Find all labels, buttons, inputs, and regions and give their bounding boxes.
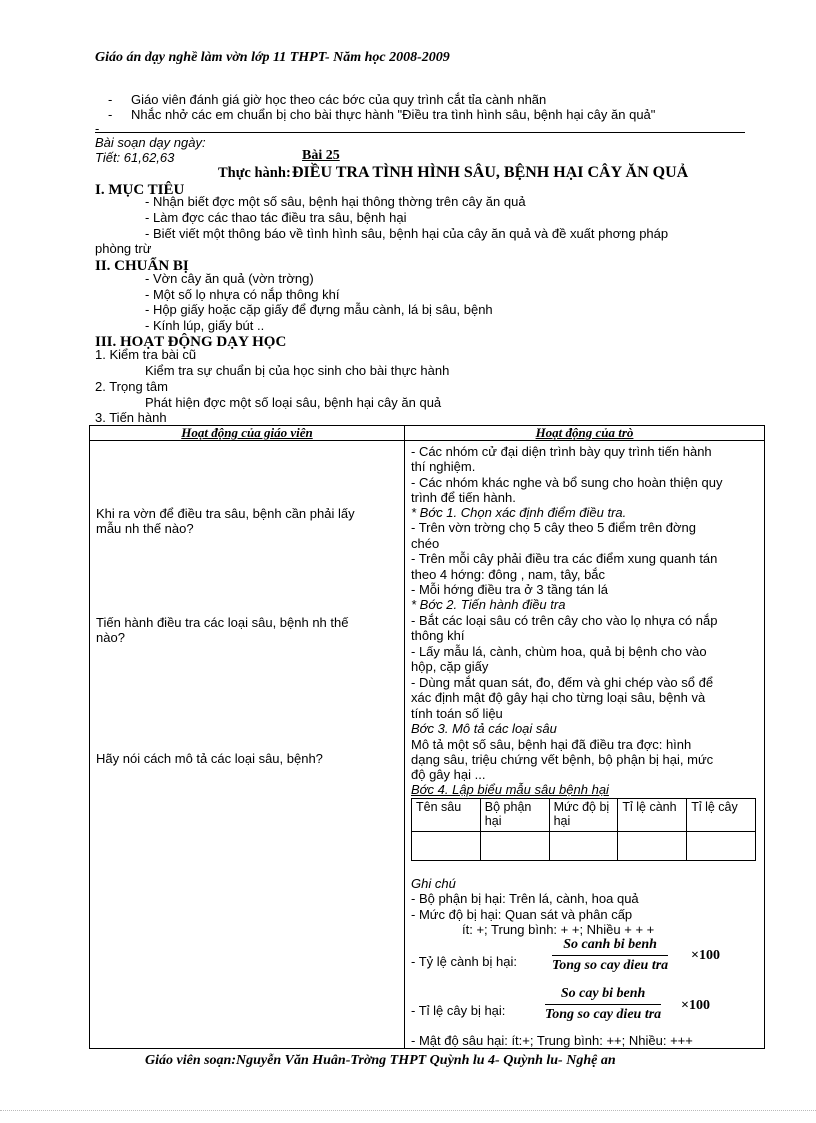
lesson-title: ĐIỀU TRA TÌNH HÌNH SÂU, BỆNH HẠI CÂY ĂN QUẢ [292,164,689,181]
column-header-student: Hoạt động của trò [405,426,765,441]
step-heading: Bớc 4. Lập biểu mẫu sâu bệnh hại [411,782,609,797]
preparation-item: - Một số lọ nhựa có nắp thông khí [145,287,340,302]
student-line: Mô tả một số sâu, bệnh hại đã điều tra đợc: hình [411,737,692,752]
top-bullet: Giáo viên đánh giá giờ học theo các bớc của quy trình cắt tỉa cành nhãn [131,92,547,107]
student-line: dạng sâu, triệu chứng vết bệnh, bộ phận bị hại, mức [411,752,714,767]
teacher-question: nào? [96,630,125,645]
activity-step: Phát hiện đợc một số loại sâu, bệnh hại cây ăn quả [145,395,442,410]
student-line: - Trên vờn trờng chọ 5 cây theo 5 điểm trên đờng [411,520,696,535]
record-header: Mức độ bị hại [549,799,618,832]
activity-step: Kiểm tra sự chuẩn bị của học sinh cho bài thực hành [145,363,450,378]
activity-step: 1. Kiểm tra bài cũ [95,347,197,362]
bullet-dash: - [108,92,113,107]
bullet-dash: - [108,107,113,122]
page-footer: Giáo viên soạn:Nguyễn Văn Huân-Trờng THPT Quỳnh lu 4- Quỳnh lu- Nghệ an [145,1053,616,1068]
student-line: thí nghiệm. [411,459,476,474]
record-cell [412,832,481,861]
divider [95,132,745,133]
student-line: - Trên mỗi cây phải điều tra các điểm xung quanh tán [411,551,718,566]
note-line: ít: +; Trung bình: + +; Nhiều + + + [462,922,655,937]
record-header: Tỉ lệ cành [618,799,687,832]
student-line: - Lấy mẫu lá, cành, chùm hoa, quả bị bệnh cho vào [411,644,707,659]
step-heading: Bớc 3. Mô tả các loại sâu [411,721,557,736]
teacher-question: Hãy nói cách mô tả các loại sâu, bệnh? [96,751,323,766]
multiplier: ×100 [681,998,710,1013]
bullet-dash: - [95,121,100,136]
teacher-question: Tiến hành điều tra các loại sâu, bệnh nh thế [96,615,349,630]
record-header: Tên sâu [412,799,481,832]
branch-rate-label: - Tỷ lệ cành bị hại: [411,954,517,969]
fraction-numerator: So canh bi benh [563,937,657,952]
student-line: thông khí [411,628,465,643]
record-cell [480,832,549,861]
page-header: Giáo án dạy nghề làm vờn lớp 11 THPT- Năm học 2008-2009 [95,50,450,65]
teacher-question: Khi ra vờn để điều tra sâu, bệnh cần phải lấy [96,506,355,521]
periods: Tiết: 61,62,63 [95,150,175,165]
step-heading: * Bớc 1. Chọn xác định điểm điều tra. [411,505,627,520]
column-header-teacher: Hoạt động của giáo viên [90,426,405,441]
student-line: hộp, cặp giấy [411,659,489,674]
tree-rate-label: - Tỉ lệ cây bị hại: [411,1003,506,1018]
tree-rate-fraction [545,986,661,1023]
teacher-question: mẫu nh thế nào? [96,521,194,536]
record-header: Tỉ lệ cây [687,799,756,832]
student-line: - Dùng mắt quan sát, đo, đếm và ghi chép vào sổ để [411,675,714,690]
objective-item: - Biết viết một thông báo về tình hình sâu, bệnh hại của cây ăn quả và đề xuất phơng pháp [145,226,669,241]
preparation-item: - Vờn cây ăn quả (vờn trờng) [145,271,314,286]
note-line: - Mức độ bị hại: Quan sát và phân cấp [411,907,633,922]
student-line: xác định mật độ gây hại cho từng loại sâu, bệnh và [411,690,706,705]
top-bullet: Nhắc nhở các em chuẩn bị cho bài thực hành "Điều tra tình hình sâu, bệnh hại cây ăn quả" [131,107,656,122]
objective-item: - Nhận biết đợc một số sâu, bệnh hại thông thờng trên cây ăn quả [145,194,526,209]
student-line: tính toán số liệu [411,706,503,721]
student-line: theo 4 hớng: đông , nam, tây, bắc [411,567,606,582]
student-line: - Các nhóm khác nghe và bổ sung cho hoàn thiện quy [411,475,723,490]
multiplier: ×100 [691,948,720,963]
fraction-denominator: Tong so cay dieu tra [552,958,669,973]
preparation-item: - Kính lúp, giấy bút .. [145,318,265,333]
objective-item: phòng trừ [95,241,152,256]
section-heading-preparation: II. CHUẨN BỊ [95,258,189,274]
note-line: - Bộ phận bị hại: Trên lá, cành, hoa quả [411,891,639,906]
record-header: Bộ phận hại [480,799,549,832]
teacher-cell [90,441,405,1049]
record-cell [687,832,756,861]
pest-record-table [411,798,756,861]
student-cell [405,441,765,1049]
activity-table [89,425,765,1049]
note-line: - Mật độ sâu hại: ít:+; Trung bình: ++; Nhiều: +++ [411,1033,693,1048]
page-bottom-dotted-line [0,1110,816,1111]
activity-step: 3. Tiến hành [95,410,167,425]
step-heading: * Bớc 2. Tiến hành điều tra [411,597,566,612]
lesson-number: Bài 25 [302,148,340,163]
record-cell [618,832,687,861]
fraction-numerator: So cay bi benh [560,986,646,1001]
student-line: - Các nhóm cử đại diện trình bày quy trình tiến hành [411,444,712,459]
notes-heading: Ghi chú [411,876,456,891]
objective-item: - Làm đợc các thao tác điều tra sâu, bệnh hại [145,210,407,225]
lesson-title-prefix: Thực hành: [218,165,291,181]
branch-rate-fraction [552,937,668,974]
student-line: độ gây hại ... [411,767,486,782]
record-cell [549,832,618,861]
fraction-denominator: Tong so cay dieu tra [545,1007,662,1022]
student-line: trình để tiến hành. [411,490,516,505]
section-heading-objectives: I. MỤC TIÊU [95,182,185,198]
preparation-item: - Hộp giấy hoặc cặp giấy để đựng mẫu cành, lá bị sâu, bệnh [145,302,493,317]
student-line: chéo [411,536,440,551]
section-heading-activities: III. HOẠT ĐỘNG DẠY HỌC [95,334,287,350]
student-line: - Bắt các loại sâu có trên cây cho vào lọ nhựa có nắp [411,613,718,628]
date-line: Bài soạn dạy ngày: [95,135,206,150]
activity-step: 2. Trọng tâm [95,379,168,394]
student-line: - Mỗi hớng điều tra ở 3 tầng tán lá [411,582,608,597]
